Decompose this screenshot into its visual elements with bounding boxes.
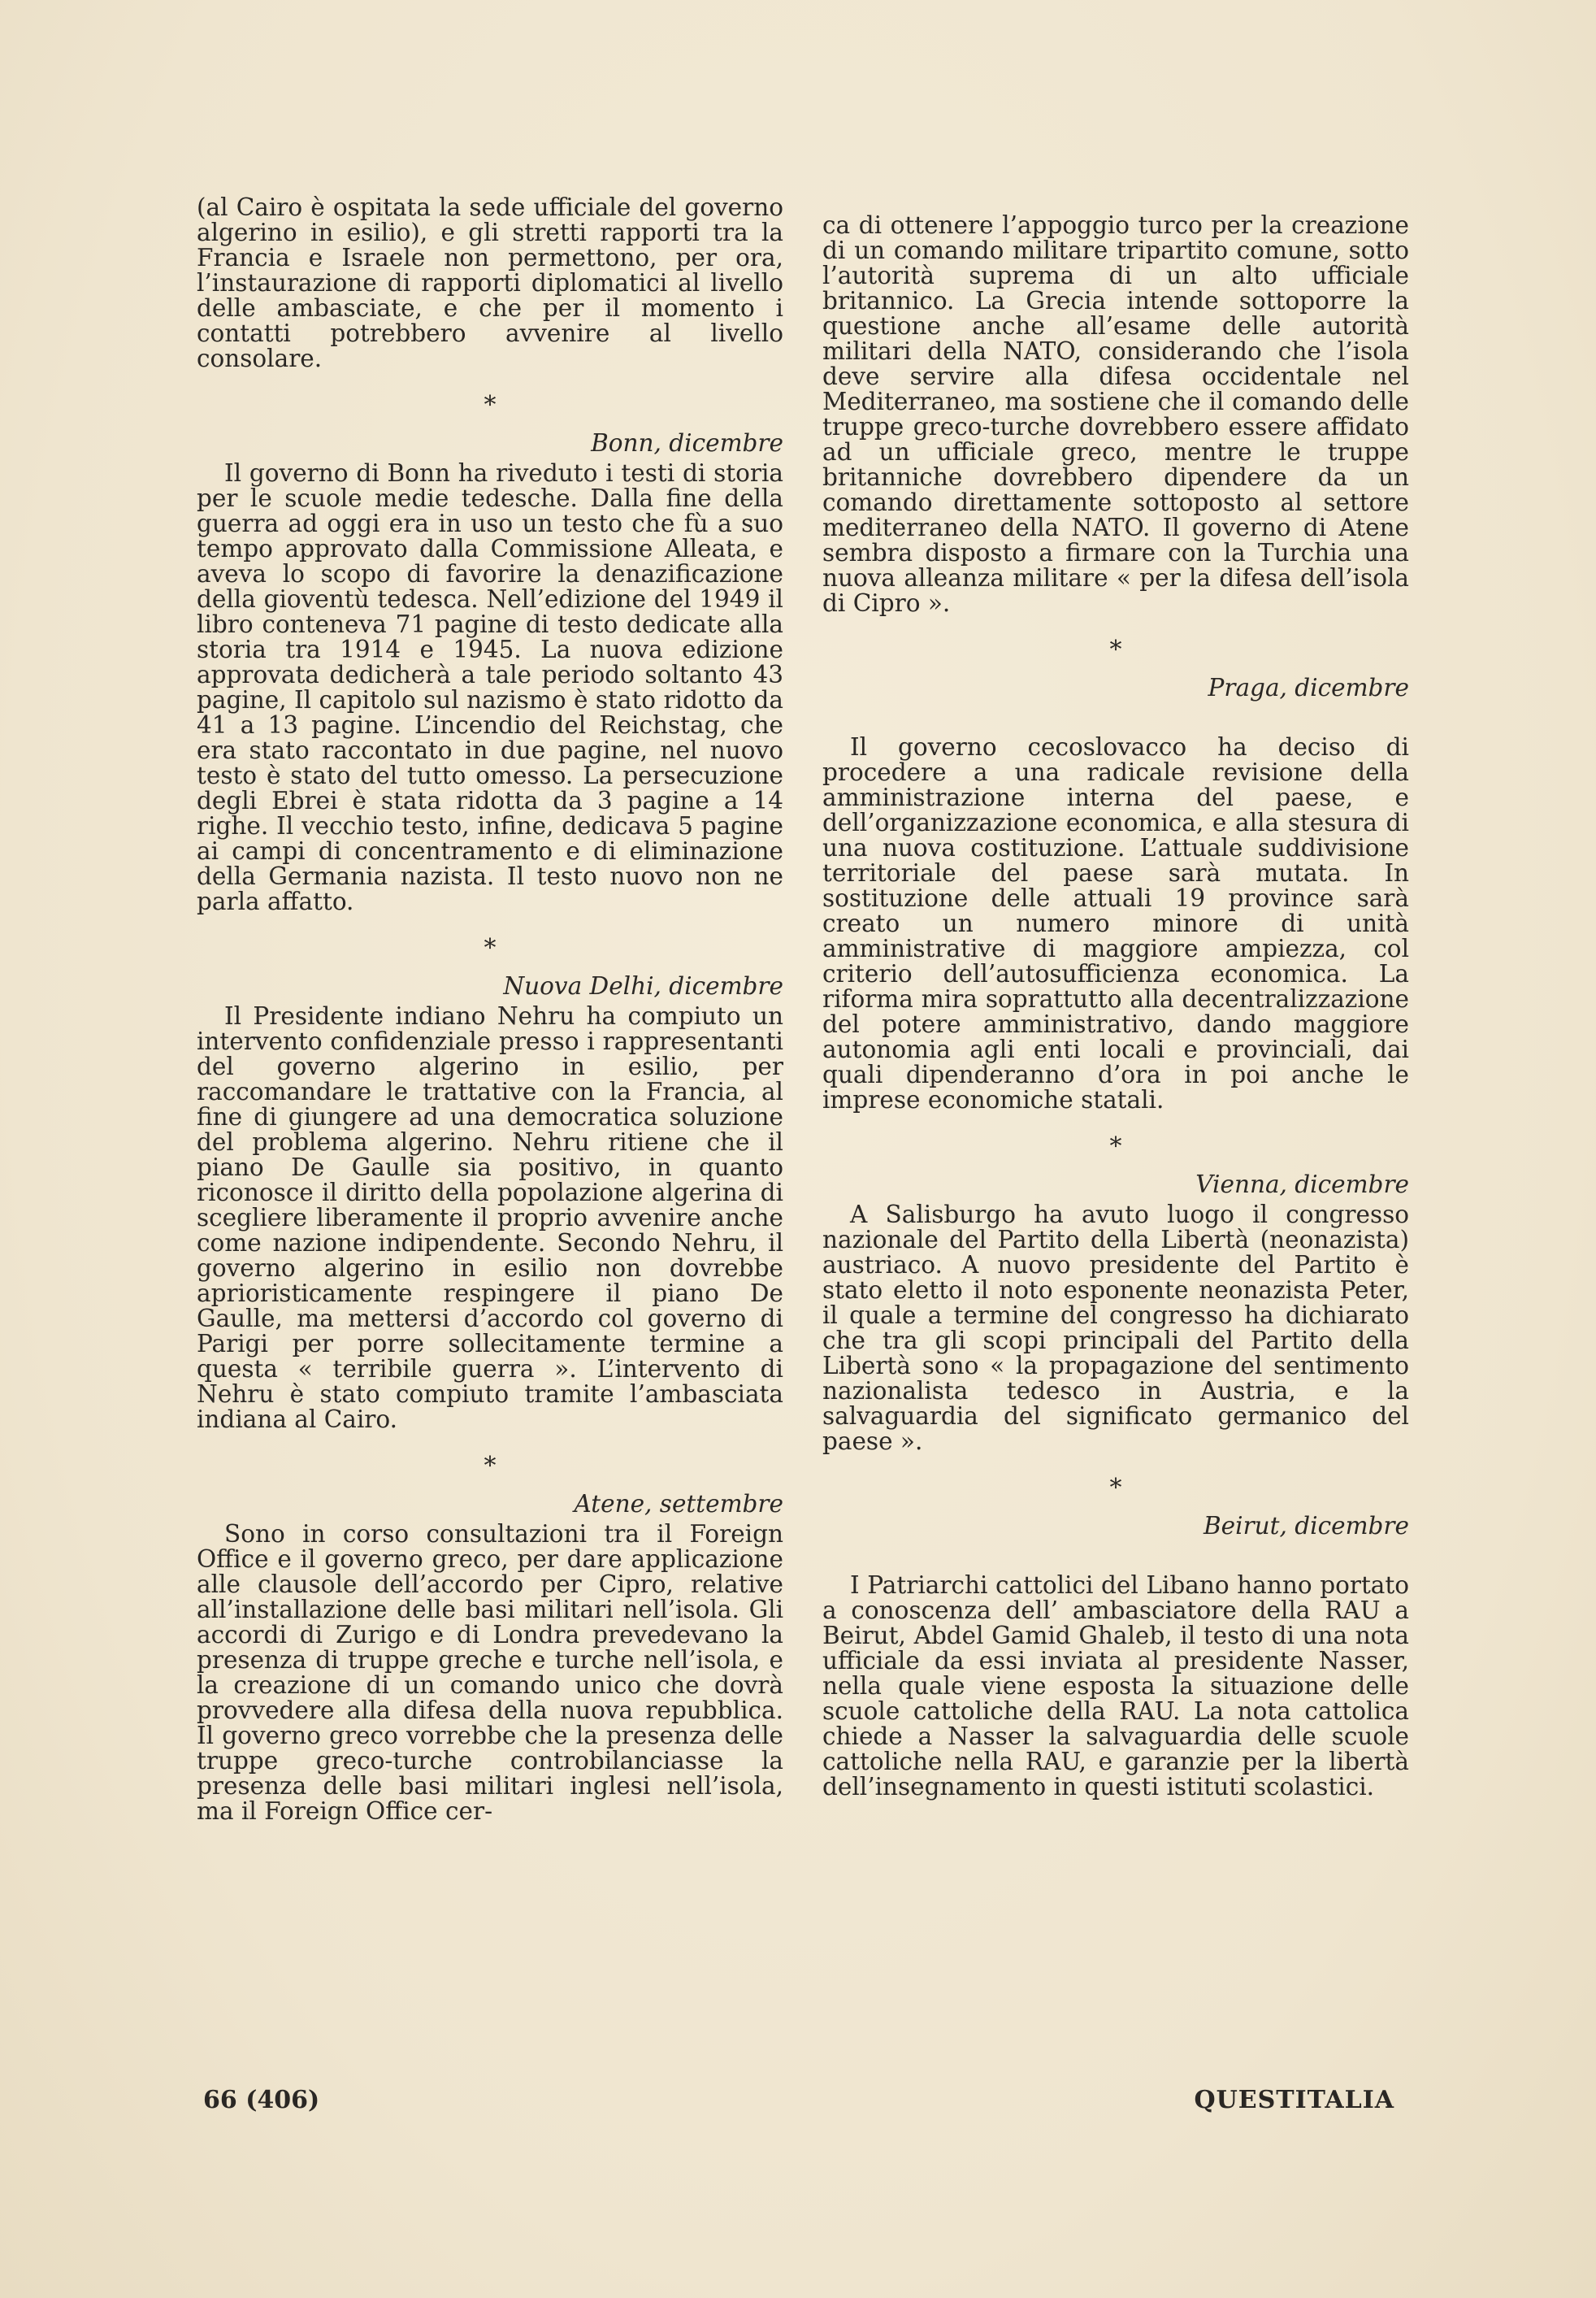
article-bonn bbox=[197, 431, 783, 914]
article-dateline: Atene, settembre bbox=[574, 1490, 783, 1518]
magazine-name: QUESTITALIA bbox=[1194, 2086, 1394, 2114]
article-paragraph: Il Presidente indiano Nehru ha compiuto un intervento confidenziale presso i rappresentanti del governo algerino in esilio, per raccomandare le trattative con la Francia, al fine di giungere ad una democratica soluzione del problema algerino. Nehru ritiene che il piano De Gaulle sia positivo, in quanto riconosce il diritto della popolazione algerina di scegliere liberamente il proprio avvenire anche come nazione indipendente. Secondo Nehru, il governo algerino in esilio non dovrebbe aprioristicamente respingere il piano De Gaulle, ma mettersi d’accordo col governo di Parigi per porre sollecitamente termine a questa « terribile guerra ». L’intervento di Nehru è stato compiuto tramite l’ambasciata indiana al Cairo. bbox=[197, 1002, 783, 1433]
left-column bbox=[197, 195, 783, 1824]
spacer bbox=[822, 706, 1409, 735]
section-separator: * bbox=[484, 391, 497, 419]
article-atene bbox=[197, 1492, 783, 1824]
page-number: 66 (406) bbox=[203, 2086, 320, 2114]
article-paragraph: ca di ottenere l’appoggio turco per la creazione di un comando militare tripartito comune, sotto l’autorità suprema di un alto ufficiale britannico. La Grecia intende sottoporre la questione anche all’esame delle autorità militari della NATO, considerando che l’isola deve servire alla difesa occidentale nel Mediterraneo, ma sostiene che il comando delle truppe greco-turche dovrebbero essere affidato ad un ufficiale greco, mentre le truppe britanniche dovrebbero dipendere da un comando direttamente sottoposto al settore mediterraneo della NATO. Il governo di Atene sembra disposto a firmare con la Turchia una nuova alleanza militare « per la difesa dell’isola di Cipro ». bbox=[822, 211, 1409, 617]
section-separator: * bbox=[484, 1452, 497, 1480]
section-separator: * bbox=[1109, 636, 1122, 664]
article-paragraph: Sono in corso consultazioni tra il Foreign Office e il governo greco, per dare applicazione alle clausole dell’accordo per Cipro, relative all’installazione delle basi militari nell’isola. Gli accordi di Zurigo e di Londra prevedevano la presenza di truppe greche e turche nell’isola, e la creazione di un comando unico che dovrà provvedere alla difesa della nuova repubblica. Il governo greco vorrebbe che la presenza delle truppe greco-turche controbilanciasse la presenza delle basi militari inglesi nell’isola, ma il Foreign Office cer- bbox=[197, 1520, 783, 1825]
article-cairo-continuation bbox=[197, 195, 783, 371]
article-dateline: Bonn, dicembre bbox=[591, 429, 783, 457]
article-dateline: Beirut, dicembre bbox=[1204, 1512, 1409, 1540]
article-paragraph: I Patriarchi cattolici del Libano hanno portato a conoscenza dell’ ambasciatore della RAU a Beirut, Abdel Gamid Ghaleb, il testo di una nota ufficiale da essi inviata al presidente Nasser, nella quale viene esposta la situazione delle scuole cattoliche della RAU. La nota cattolica chiede a Nasser la salvaguardia delle scuole cattoliche nella RAU, e garanzie per la libertà dell’insegnamento in questi istituti scolastici. bbox=[822, 1571, 1409, 1801]
article-dateline: Nuova Delhi, dicembre bbox=[503, 972, 783, 1000]
article-dateline: Praga, dicembre bbox=[1208, 674, 1409, 702]
article-paragraph: Il governo cecoslovacco ha deciso di procedere a una radicale revisione della amministrazione interna del paese, e dell’organizzazione economica, e alla stesura di una nuova costituzione. L’attuale suddivisione territoriale del paese sarà mutata. In sostituzione delle attuali 19 province sarà creato un numero minore di unità amministrative di maggiore ampiezza, col criterio dell’autosufficienza economica. La riforma mira soprattutto alla decentralizzazione del potere amministrativo, dando maggiore autonomia agli enti locali e provinciali, dai quali dipenderanno d’ora in poi anche le imprese economiche statali. bbox=[822, 733, 1409, 1114]
article-paragraph: (al Cairo è ospitata la sede ufficiale del governo algerino in esilio), e gli stretti rapporti tra la Francia e Israele non permettono, per ora, l’instaurazione di rapporti diplomatici al livello delle ambasciate, e che per il momento i contatti potrebbero avvenire al livello consolare. bbox=[197, 193, 783, 372]
right-column bbox=[822, 213, 1409, 1800]
article-paragraph: Il governo di Bonn ha riveduto i testi di storia per le scuole medie tedesche. Dalla fine della guerra ad oggi era in uso un testo che fù a suo tempo approvato dalla Commissione Alleata, e aveva lo scopo di favorire la denazificazione della gioventù tedesca. Nell’edizione del 1949 il libro conteneva 71 pagine di testo dedicate alla storia tra 1914 e 1945. La nuova edizione approvata dedicherà a tale periodo soltanto 43 pagine, Il capitolo sul nazismo è stato ridotto da 41 a 13 pagine. L’incendio del Reichstag, che era stato raccontato in due pagine, nel nuovo testo è stato del tutto omesso. La persecuzione degli Ebrei è stata ridotta da 3 pagine a 14 righe. Il vecchio testo, infine, dedicava 5 pagine ai campi di concentramento e di eliminazione della Germania nazista. Il testo nuovo non ne parla affatto. bbox=[197, 459, 783, 915]
section-separator: * bbox=[1109, 1474, 1122, 1502]
article-nuova-delhi bbox=[197, 974, 783, 1432]
article-praga bbox=[822, 675, 1409, 1113]
section-separator: * bbox=[484, 934, 497, 962]
article-vienna bbox=[822, 1172, 1409, 1454]
spacer bbox=[822, 1544, 1409, 1573]
article-atene-continuation bbox=[822, 213, 1409, 616]
article-beirut bbox=[822, 1514, 1409, 1800]
article-paragraph: A Salisburgo ha avuto luogo il congresso nazionale del Partito della Libertà (neonazista) austriaco. A nuovo presidente del Partito è stato eletto il noto esponente neonazista Peter, il quale a termine del congresso ha dichiarato che tra gli scopi principali del Partito della Libertà sono « la propagazione del sentimento nazionalista tedesco in Austria, e la salvaguardia del significato germanico del paese ». bbox=[822, 1201, 1409, 1455]
article-dateline: Vienna, dicembre bbox=[1195, 1171, 1409, 1198]
section-separator: * bbox=[1109, 1132, 1122, 1161]
